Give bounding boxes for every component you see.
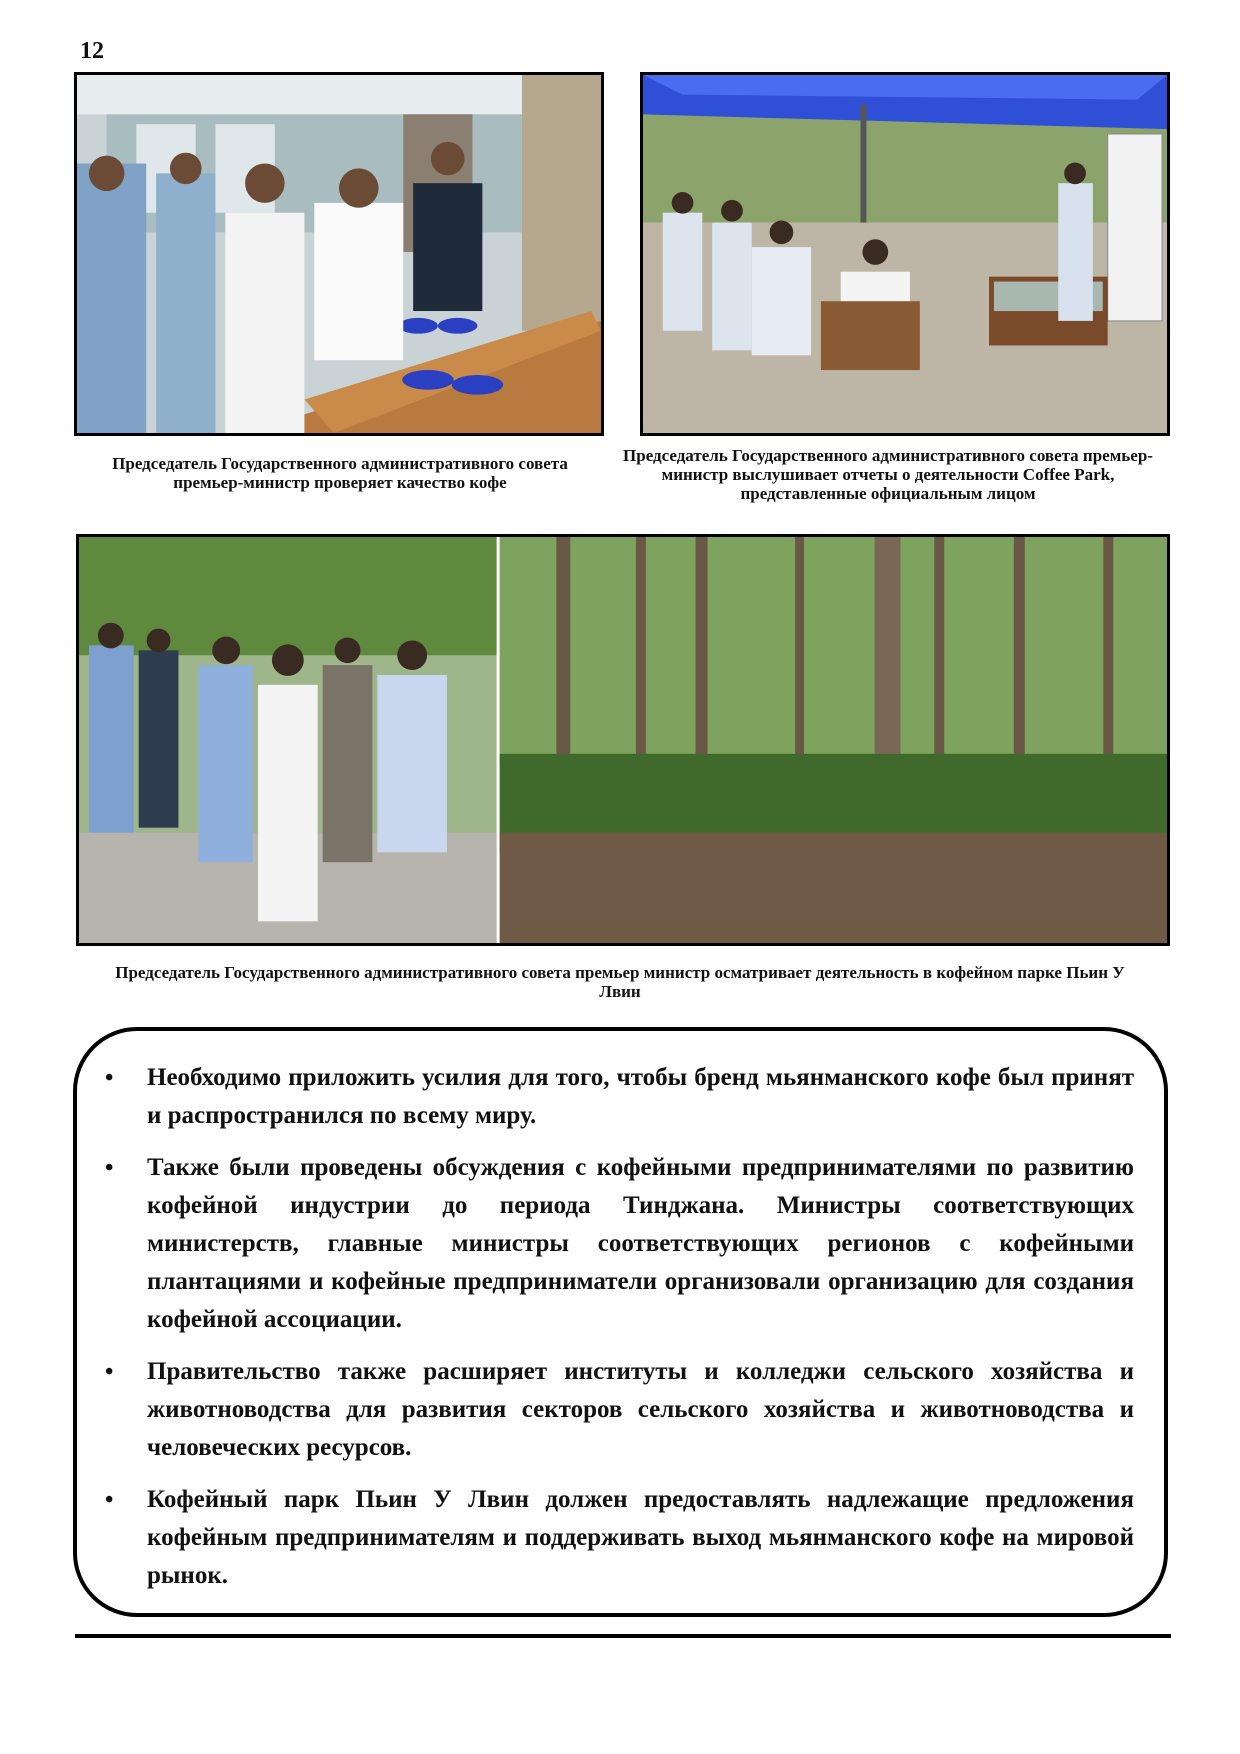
summary-item-text: Также были проведены обсуждения с кофейными предпринимателями по развитию кофейной индустрии до периода Тинджана. Министры соответствующих министерств, главные министры соответствующих регионов с кофейными плантациями и кофейные предприниматели организовали организацию для создания кофейной ассоциации. [147, 1154, 1134, 1333]
summary-item-text: Кофейный парк Пьин У Лвин должен предоставлять надлежащие предложения кофейным предпринимателям и поддерживать выход мьянманского кофе на мировой рынок. [147, 1486, 1134, 1589]
summary-item-text: Необходимо приложить усилия для того, чтобы бренд мьянманского кофе был принят и распространился по всему миру. [147, 1064, 1134, 1129]
summary-item [77, 1353, 1164, 1467]
footer-rule [75, 1634, 1171, 1638]
summary-item-text: Правительство также расширяет институты и колледжи сельского хозяйства и животноводства для развития секторов сельского хозяйства и животноводства и человеческих ресурсов. [147, 1358, 1134, 1461]
report-photo [640, 72, 1170, 436]
park-inspection-caption: Председатель Государственного административного совета премьер министр осматривает деятельность в кофейном парке Пьин У Лвин [115, 963, 1125, 1001]
summary-item [77, 1481, 1164, 1595]
bullet-icon: • [105, 1359, 114, 1385]
summary-item [77, 1059, 1164, 1135]
summary-list [77, 1059, 1164, 1609]
summary-box [73, 1027, 1168, 1617]
bullet-icon: • [105, 1065, 114, 1091]
summary-item [77, 1149, 1164, 1339]
page-number: 12 [80, 38, 104, 64]
bullet-icon: • [105, 1155, 114, 1181]
report-caption: Председатель Государственного административного совета премьер-министр выслушивает отчеты о деятельности Coffee Park, представленные официальным лицом [623, 446, 1153, 503]
coffee-quality-caption: Председатель Государственного административного совета премьер-министр проверяет качество кофе [112, 454, 568, 492]
park-inspection-photo [76, 534, 1170, 946]
coffee-quality-photo [74, 72, 604, 436]
bullet-icon: • [105, 1487, 114, 1513]
